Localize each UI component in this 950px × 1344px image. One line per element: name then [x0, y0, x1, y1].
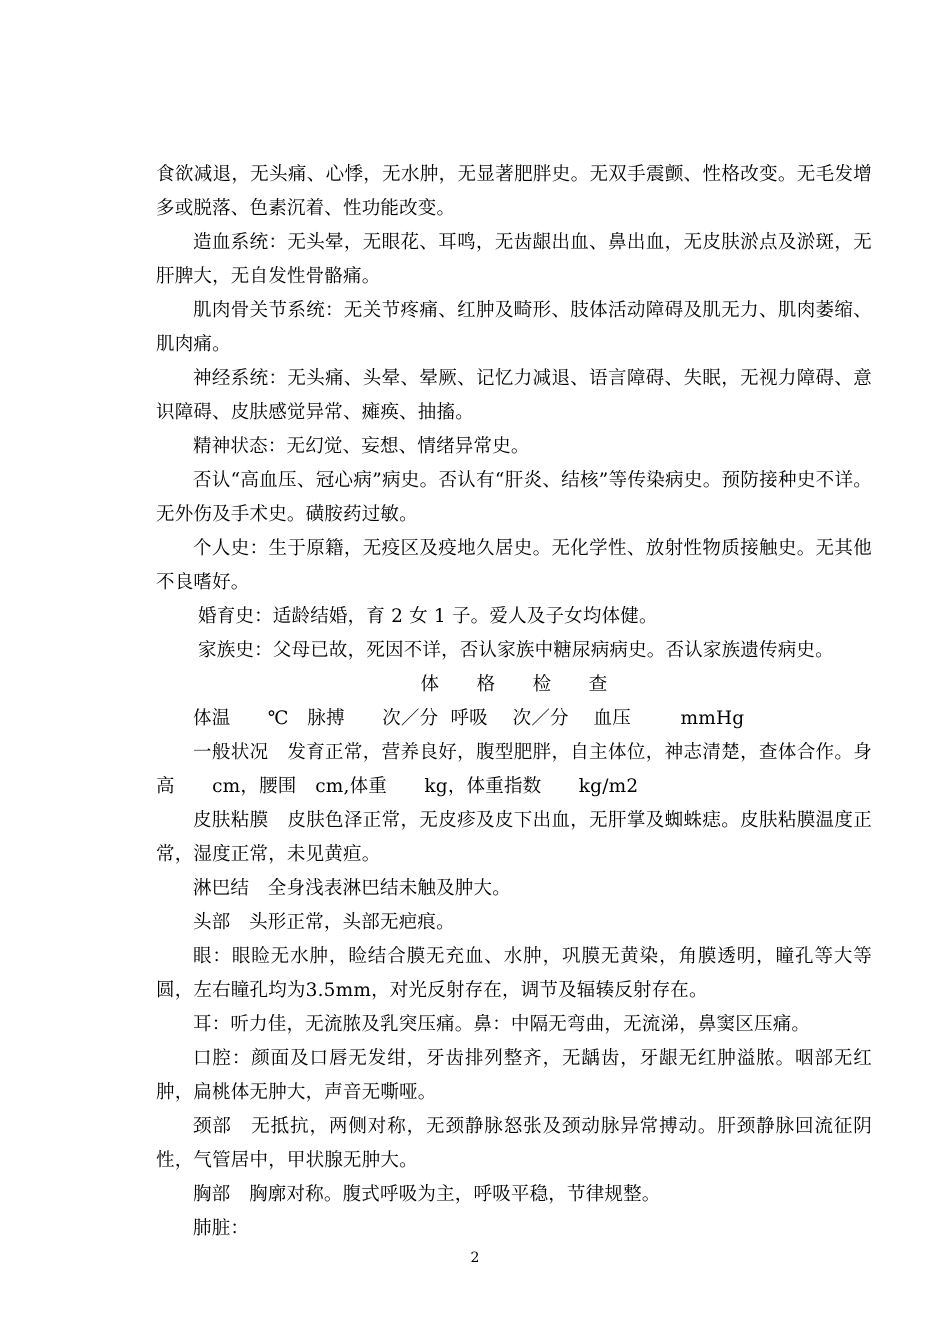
paragraph-eyes: 眼：眼睑无水肿，睑结合膜无充血、水肿，巩膜无黄染，角膜透明，瞳孔等大等圆，左右瞳孔均为3.5mm，对光反射存在，调节及辐辏反射存在。 [156, 946, 872, 1001]
paragraph-oral-cavity: 口腔：颜面及口唇无发绀，牙齿排列整齐，无龋齿，牙龈无红肿溢脓。咽部无红肿，扁桃体无肿大，声音无嘶哑。 [156, 1048, 872, 1103]
paragraph-family-history: 家族史：父母已故，死因不详，否认家族中糖尿病病史。否认家族遗传病史。 [198, 640, 834, 661]
paragraph-head: 头部 头形正常，头部无疤痕。 [193, 912, 455, 933]
paragraph-general-condition: 一般状况 发育正常，营养良好，腹型肥胖，自主体位，神志清楚，查体合作。身高 cm，腰围 cm,体重 kg，体重指数 kg/m2 [156, 742, 872, 797]
paragraph-ears-nose: 耳：听力佳，无流脓及乳突压痛。鼻：中隔无弯曲，无流涕，鼻窦区压痛。 [193, 1014, 811, 1035]
page-number: 2 [470, 1250, 480, 1266]
paragraph-nervous-system: 神经系统：无头痛、头晕、晕厥、记忆力减退、语言障碍、失眠，无视力障碍、意识障碍、皮肤感觉异常、瘫痪、抽搐。 [156, 368, 872, 423]
paragraph-hematopoietic-system: 造血系统：无头晕，无眼花、耳鸣，无齿龈出血、鼻出血，无皮肤淤点及淤斑，无肝脾大，无自发性骨骼痛。 [156, 232, 872, 287]
paragraph-endocrine-continued: 食欲减退，无头痛、心悸，无水肿，无显著肥胖史。无双手震颤、性格改变。无毛发增多或脱落、色素沉着、性功能改变。 [156, 164, 872, 219]
paragraph-chest: 胸部 胸廓对称。腹式呼吸为主，呼吸平稳，节律规整。 [193, 1184, 661, 1205]
paragraph-mental-status: 精神状态：无幻觉、妄想、情绪异常史。 [193, 436, 530, 457]
paragraph-marital-history: 婚育史：适龄结婚，育 2 女 1 子。爱人及子女均体健。 [198, 606, 658, 627]
document-body [156, 158, 872, 1246]
section-heading-physical-exam: 体 格 检 查 [420, 674, 608, 695]
paragraph-personal-history: 个人史：生于原籍，无疫区及疫地久居史。无化学性、放射性物质接触史。无其他不良嗜好。 [156, 538, 872, 593]
paragraph-lungs: 肺脏： [193, 1218, 250, 1239]
paragraph-lymph-nodes: 淋巴结 全身浅表淋巴结未触及肿大。 [193, 878, 511, 899]
paragraph-musculoskeletal-system: 肌肉骨关节系统：无关节疼痛、红肿及畸形、肢体活动障碍及肌无力、肌肉萎缩、肌肉痛。 [156, 300, 872, 355]
paragraph-vital-signs: 体温 ℃ 脉搏 次／分 呼吸 次／分 血压 mmHg [193, 708, 745, 729]
paragraph-neck: 颈部 无抵抗，两侧对称，无颈静脉怒张及颈动脉异常搏动。肝颈静脉回流征阴性，气管居中，甲状腺无肿大。 [156, 1116, 872, 1171]
paragraph-past-history: 否认“高血压、冠心病”病史。否认有“肝炎、结核”等传染病史。预防接种史不详。无外伤及手术史。磺胺药过敏。 [156, 470, 872, 525]
paragraph-skin-mucosa: 皮肤粘膜 皮肤色泽正常，无皮疹及皮下出血，无肝掌及蜘蛛痣。皮肤粘膜温度正常，湿度正常，未见黄疸。 [156, 810, 872, 865]
